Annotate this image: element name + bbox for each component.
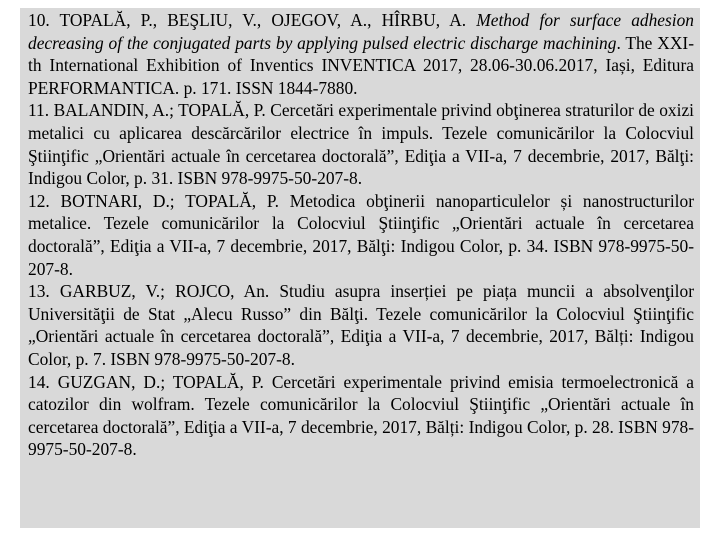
reference-list bbox=[20, 8, 700, 528]
reference-item-14: 14. GUZGAN, D.; TOPALĂ, P. Cercetări experimentale privind emisia termoelectronică a catozilor din wolfram. Tezele comunicărilor la Colocviul Ştiinţific „Orientări actuale în cercetarea doctorală”, Ediţia a VII-a, 7 decembrie, 2017, Bălți: Indigou Color, p. 28. ISBN 978-9975-50-207-8. bbox=[28, 371, 694, 460]
reference-10-title: Method for surface adhesion decreasing of the conjugated parts by applying pulsed electric discharge machining bbox=[28, 10, 694, 53]
reference-item-10 bbox=[28, 9, 694, 99]
reference-item-12: 12. BOTNARI, D.; TOPALĂ, P. Metodica obţinerii nanoparticulelor și nanostructurilor metalice. Tezele comunicărilor la Colocviul Ştiinţific „Orientări actuale în cercetarea doctorală”, Ediţia a VII-a, 7 decembrie, 2017, Bălţi: Indigou Color, p. 34. ISBN 978-9975-50-207-8. bbox=[28, 190, 694, 279]
reference-10-authors: 10. TOPALĂ, P., BEŞLIU, V., OJEGOV, A., HÎRBU, A. bbox=[28, 10, 477, 30]
reference-item-11: 11. BALANDIN, A.; TOPALĂ, P. Cercetări experimentale privind obţinerea straturilor de oxizi metalici cu aplicarea descărcărilor electrice în impuls. Tezele comunicărilor la Colocviul Ştiinţific „Orientări actuale în cercetarea doctorală”, Ediţia a VII-a, 7 decembrie, 2017, Bălţi: Indigou Color, p. 31. ISBN 978-9975-50-207-8. bbox=[28, 100, 694, 189]
reference-10-details: . The XXI-th International Exhibition of Inventics INVENTICA 2017, 28.06-30.06.2017, Iași, Editura PERFORMANTICA. p. 171. ISSN 1844-7880. bbox=[28, 32, 694, 98]
reference-item-13: 13. GARBUZ, V.; ROJCO, An. Studiu asupra inserției pe piața muncii a absolvenţilor Universităţii de Stat „Alecu Russo” din Bălţi. Tezele comunicărilor la Colocviul Ştiinţific „Orientări actuale în cercetarea doctorală”, Ediţia a VII-a, 7 decembrie, 2017, Bălți: Indigou Color, p. 7. ISBN 978-9975-50-207-8. bbox=[28, 281, 694, 369]
